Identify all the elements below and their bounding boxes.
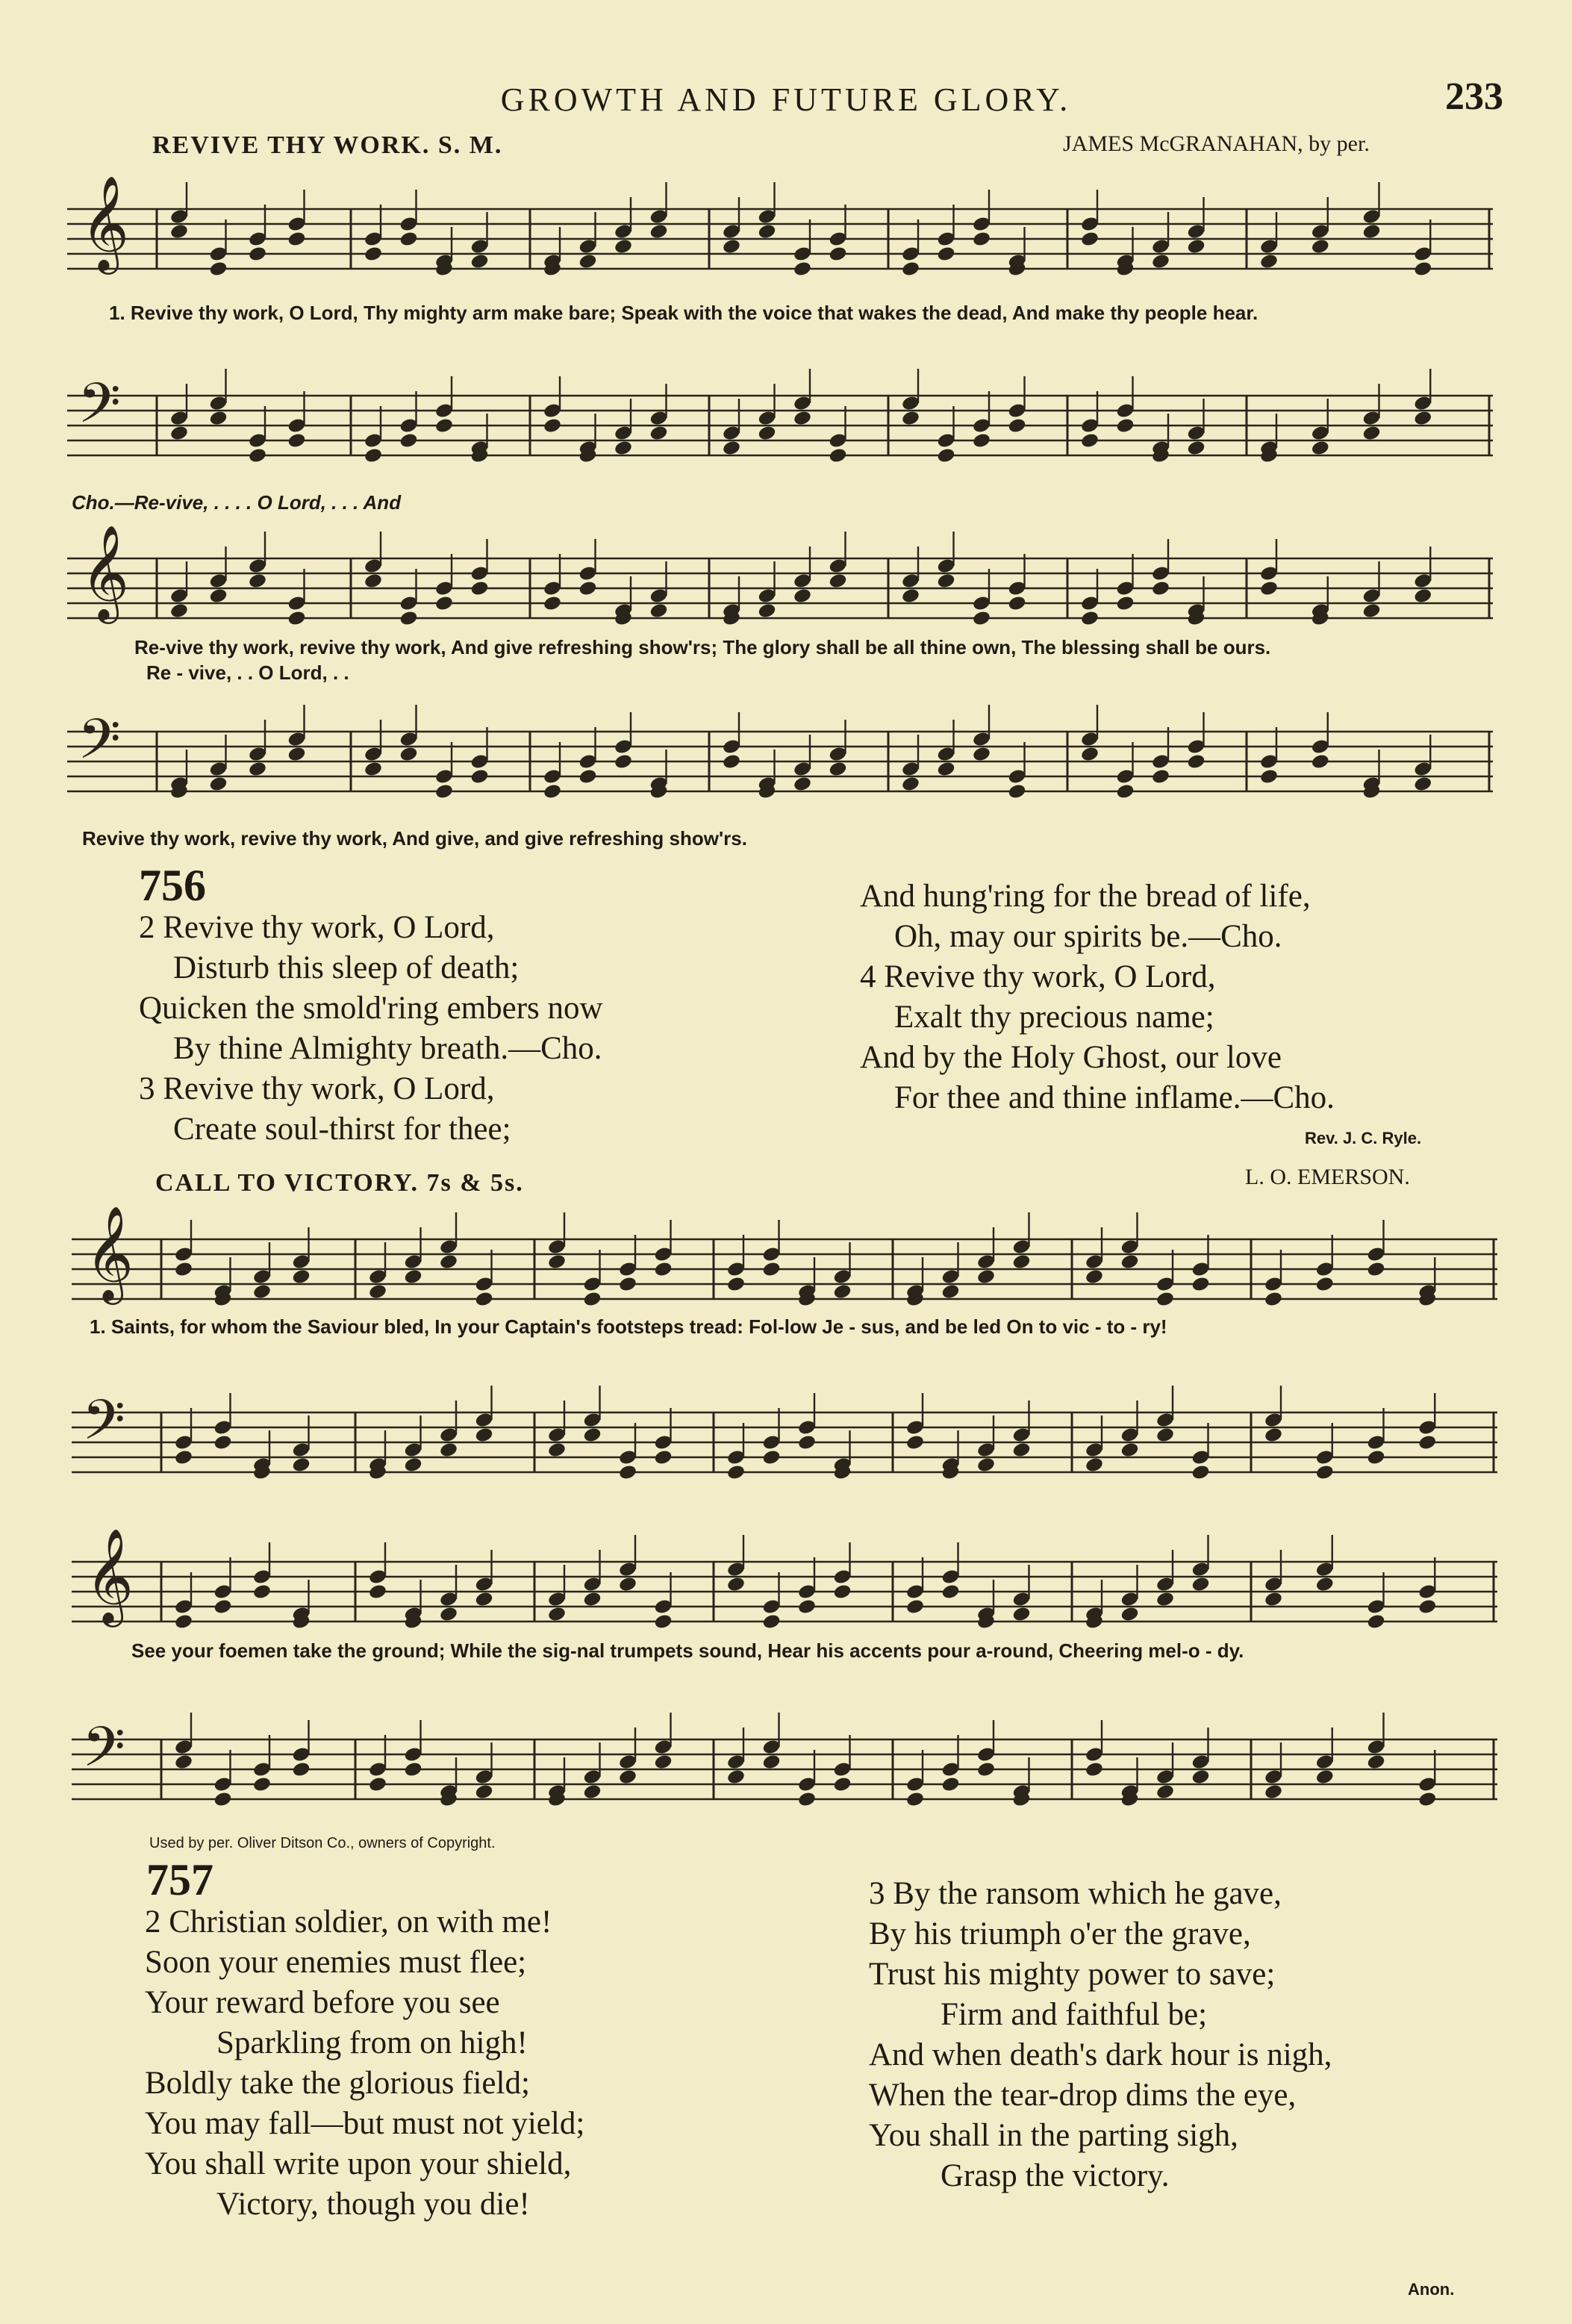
note-head: [1186, 440, 1205, 457]
note-head: [470, 768, 489, 785]
note-head: [1155, 1784, 1175, 1801]
svg-text:𝄢: 𝄢: [82, 1388, 125, 1466]
hymn2-title: CALL TO VICTORY. 7s & 5s.: [155, 1169, 524, 1197]
note-head: [828, 573, 847, 590]
note-head: [474, 1784, 493, 1801]
note-head: [399, 432, 418, 449]
note-head: [653, 1449, 673, 1466]
note-head: [434, 783, 454, 800]
hymn2-treble-staff-1: [72, 1205, 1505, 1314]
note-head: [1080, 432, 1100, 449]
hymn1-verses-left: [139, 908, 603, 1150]
note-head: [208, 410, 228, 427]
verse-line: Soon your enemies must flee;: [145, 1945, 527, 1980]
note-head: [399, 610, 418, 627]
note-head: [248, 761, 267, 778]
note-head: [252, 1776, 272, 1793]
note-head: [1115, 595, 1135, 612]
verse-line: You shall write upon your shield,: [145, 2146, 572, 2181]
note-head: [213, 1791, 232, 1808]
note-head: [474, 1291, 493, 1308]
note-head: [1315, 1769, 1335, 1786]
note-head: [1120, 1606, 1139, 1623]
verse-line: By thine Almighty breath.—Cho.: [173, 1031, 602, 1066]
note-head: [1120, 1442, 1139, 1459]
verse-line: 3 Revive thy work, O Lord,: [139, 1071, 495, 1106]
note-head: [403, 1268, 422, 1286]
hymn2-copyright: Used by per. Oliver Ditson Co., owners of Copyright.: [149, 1835, 496, 1851]
note-head: [976, 1268, 996, 1286]
note-head: [582, 1591, 602, 1608]
verse-line: Oh, may our spirits be.—Cho.: [894, 919, 1282, 954]
page-number: 233: [1445, 75, 1503, 118]
hymn1-chorus-top: Cho.—Re-vive, . . . . O Lord, . . . And: [72, 491, 402, 514]
verse-line: Disturb this sleep of death;: [173, 950, 520, 985]
svg-text:𝄞: 𝄞: [81, 524, 130, 620]
note-head: [1362, 602, 1381, 620]
note-head: [174, 1449, 193, 1466]
note-head: [439, 1442, 458, 1459]
note-head: [1413, 261, 1432, 278]
hymn1-number: 756: [139, 861, 206, 910]
note-head: [403, 1761, 422, 1778]
svg-text:𝄢: 𝄢: [82, 1715, 125, 1793]
note-head: [174, 1261, 193, 1278]
hymn1-chorus-bass-staff: [67, 702, 1500, 806]
note-head: [208, 776, 228, 793]
note-head: [972, 746, 991, 763]
note-head: [248, 573, 267, 590]
note-head: [1264, 1427, 1283, 1444]
note-head: [169, 425, 189, 442]
note-head: [1080, 610, 1100, 627]
hymn2-bass-staff-1: [72, 1383, 1505, 1487]
note-head: [1151, 580, 1170, 597]
hymn1-verse1-lyric: 1. Revive thy work, O Lord, Thy mighty arm make bare; Speak with the voice that wakes the dead, And make thy people hear.: [109, 302, 1258, 324]
note-head: [287, 432, 306, 449]
note-head: [1115, 783, 1135, 800]
note-head: [543, 417, 562, 434]
note-head: [364, 447, 383, 464]
note-head: [901, 261, 920, 278]
note-head: [726, 1769, 746, 1786]
note-head: [169, 223, 189, 240]
hymn2-composer: L. O. EMERSON.: [1245, 1165, 1410, 1189]
note-head: [474, 1591, 493, 1608]
note-head: [1155, 1291, 1175, 1308]
note-head: [972, 610, 991, 627]
hymn1-author: Rev. J. C. Ryle.: [1305, 1129, 1422, 1147]
note-head: [1191, 1576, 1210, 1593]
note-head: [726, 1576, 746, 1593]
note-head: [649, 602, 668, 620]
verse-line: Victory, though you die!: [216, 2187, 530, 2222]
note-head: [649, 223, 668, 240]
note-head: [832, 1283, 852, 1300]
verse-line: Sparkling from on high!: [216, 2025, 528, 2060]
hymn1-composer: JAMES McGRANAHAN, by per.: [1063, 131, 1370, 156]
note-head: [905, 1434, 925, 1451]
note-head: [1120, 1253, 1139, 1271]
note-head: [1264, 1784, 1283, 1801]
hymn2-treble-staff-2: [72, 1527, 1505, 1636]
note-head: [1191, 1464, 1210, 1481]
svg-text:𝄢: 𝄢: [78, 707, 121, 785]
note-head: [901, 410, 920, 427]
note-head: [547, 1442, 567, 1459]
note-head: [1011, 1253, 1031, 1271]
note-head: [582, 1291, 602, 1308]
note-head: [1366, 1261, 1385, 1278]
verse-line: Firm and faithful be;: [941, 1997, 1208, 2032]
hymn2-bass-staff-2: [72, 1710, 1505, 1814]
note-head: [439, 1253, 458, 1271]
note-head: [470, 580, 489, 597]
note-head: [614, 753, 633, 770]
verse-line: Grasp the victory.: [941, 2158, 1170, 2193]
verse-line: You may fall—but must not yield;: [145, 2106, 585, 2141]
hymn1-treble-staff: [67, 175, 1500, 284]
verse-line: You shall in the parting sigh,: [869, 2118, 1238, 2153]
note-head: [1366, 1449, 1385, 1466]
verse-line: Trust his mighty power to save;: [869, 1957, 1276, 1992]
note-head: [439, 1606, 458, 1623]
hymn2-verse1-lyric: 1. Saints, for whom the Saviour bled, In your Captain's footsteps tread: Fol-low Je - sus, and be led On to vic - to - ry!: [90, 1315, 1167, 1338]
note-head: [618, 1276, 637, 1293]
note-head: [1311, 753, 1330, 770]
hymn2-verses-left: [145, 1902, 584, 2225]
verse-line: And hung'ring for the bread of life,: [860, 879, 1311, 914]
hymn2-number: 757: [146, 1855, 213, 1904]
note-head: [797, 1791, 817, 1808]
note-head: [832, 1776, 852, 1793]
note-head: [797, 1434, 817, 1451]
hymn2-author: Anon.: [1408, 2280, 1455, 2299]
note-head: [287, 746, 306, 763]
note-head: [1011, 1606, 1031, 1623]
note-head: [793, 588, 812, 605]
note-head: [1186, 238, 1205, 255]
note-head: [726, 1276, 746, 1293]
hymn1-chorus-lyric: Re-vive thy work, revive thy work, And give refreshing show'rs; The glory shall be all thine own, The blessing shall be ours.: [134, 636, 1271, 658]
note-head: [653, 1261, 673, 1278]
note-head: [761, 1261, 781, 1278]
note-head: [582, 1427, 602, 1444]
verse-line: 2 Christian soldier, on with me!: [145, 1904, 552, 1940]
note-head: [972, 432, 991, 449]
note-head: [291, 1761, 311, 1778]
note-head: [399, 231, 418, 248]
note-head: [1413, 588, 1432, 605]
note-head: [1186, 753, 1205, 770]
note-head: [757, 223, 776, 240]
note-head: [291, 1457, 311, 1474]
note-head: [722, 753, 741, 770]
note-head: [757, 425, 776, 442]
note-head: [972, 231, 991, 248]
note-head: [1417, 1434, 1437, 1451]
note-head: [252, 1283, 272, 1300]
note-head: [1315, 1576, 1335, 1593]
note-head: [368, 1583, 387, 1601]
note-head: [403, 1457, 422, 1474]
note-head: [761, 1449, 781, 1466]
note-head: [618, 1464, 637, 1481]
note-head: [1191, 1276, 1210, 1293]
note-head: [976, 1457, 996, 1474]
note-head: [761, 1754, 781, 1771]
hymn2-verses-right: [869, 1874, 1332, 2196]
note-head: [1080, 231, 1100, 248]
verse-line: When the tear-drop dims the eye,: [869, 2078, 1297, 2113]
note-head: [1259, 580, 1279, 597]
note-head: [434, 595, 454, 612]
note-head: [1011, 1442, 1031, 1459]
note-head: [936, 761, 955, 778]
verse-line: And by the Holy Ghost, our love: [860, 1040, 1282, 1075]
note-head: [547, 1253, 567, 1271]
note-head: [1259, 253, 1279, 270]
note-head: [793, 776, 812, 793]
note-head: [543, 595, 562, 612]
note-head: [793, 261, 812, 278]
verse-line: Your reward before you see: [145, 1985, 500, 2020]
note-head: [364, 573, 383, 590]
note-head: [287, 231, 306, 248]
note-head: [368, 1776, 387, 1793]
note-head: [1311, 440, 1330, 457]
note-head: [368, 1283, 387, 1300]
note-head: [828, 447, 847, 464]
note-head: [543, 783, 562, 800]
svg-text:𝄞: 𝄞: [85, 1527, 134, 1623]
note-head: [1007, 595, 1026, 612]
note-head: [797, 1598, 817, 1616]
note-head: [1259, 768, 1279, 785]
note-head: [582, 1784, 602, 1801]
note-head: [287, 610, 306, 627]
note-head: [649, 425, 668, 442]
note-head: [1362, 425, 1381, 442]
note-head: [832, 1583, 852, 1601]
note-head: [1264, 1591, 1283, 1608]
note-head: [828, 246, 847, 263]
hymn1-chorus-bass-lyric: Revive thy work, revive thy work, And give, and give refreshing show'rs.: [82, 827, 747, 850]
note-head: [364, 761, 383, 778]
note-head: [936, 573, 955, 590]
hymn1-chorus-treble-staff: [67, 524, 1500, 633]
note-head: [1362, 223, 1381, 240]
note-head: [470, 253, 489, 270]
note-head: [248, 447, 267, 464]
note-head: [976, 1761, 996, 1778]
note-head: [1315, 1464, 1335, 1481]
note-head: [1151, 768, 1170, 785]
note-head: [941, 1776, 960, 1793]
note-head: [547, 1606, 567, 1623]
verse-line: Quicken the smold'ring embers now: [139, 991, 603, 1026]
note-head: [1007, 417, 1026, 434]
note-head: [399, 746, 418, 763]
note-head: [174, 1613, 193, 1630]
note-head: [291, 1268, 311, 1286]
note-head: [1366, 1613, 1385, 1630]
note-head: [941, 1583, 960, 1601]
note-head: [905, 1791, 925, 1808]
note-head: [618, 1769, 637, 1786]
note-head: [618, 1576, 637, 1593]
note-head: [213, 1434, 232, 1451]
note-head: [761, 1613, 781, 1630]
note-head: [726, 1464, 746, 1481]
note-head: [1417, 1791, 1437, 1808]
note-head: [578, 253, 597, 270]
note-head: [1155, 1427, 1175, 1444]
note-head: [793, 410, 812, 427]
note-head: [1413, 776, 1432, 793]
note-head: [653, 1754, 673, 1771]
note-head: [248, 246, 267, 263]
note-head: [722, 440, 741, 457]
note-head: [653, 1613, 673, 1630]
hymn1-title: REVIVE THY WORK. S. M.: [152, 131, 503, 159]
note-head: [901, 588, 920, 605]
svg-text:𝄞: 𝄞: [81, 175, 130, 270]
note-head: [1007, 783, 1026, 800]
note-head: [1366, 1754, 1385, 1771]
note-head: [614, 238, 633, 255]
verse-line: 3 By the ransom which he gave,: [869, 1876, 1282, 1911]
note-head: [434, 417, 454, 434]
note-head: [474, 1427, 493, 1444]
note-head: [1085, 1268, 1104, 1286]
note-head: [936, 447, 955, 464]
hymn1-chorus-bass-top: Re - vive, . . O Lord, . .: [146, 661, 349, 684]
svg-text:𝄞: 𝄞: [85, 1205, 134, 1300]
note-head: [941, 1283, 960, 1300]
verse-line: Create soul-thirst for thee;: [173, 1112, 511, 1147]
verse-line: 4 Revive thy work, O Lord,: [860, 959, 1216, 994]
running-title: GROWTH AND FUTURE GLORY.: [500, 81, 1072, 118]
note-head: [722, 238, 741, 255]
note-head: [1413, 410, 1432, 427]
verse-line: 2 Revive thy work, O Lord,: [139, 910, 495, 945]
hymn1-verses-right: [860, 876, 1335, 1118]
note-head: [1085, 1761, 1104, 1778]
verse-line: And when death's dark hour is nigh,: [869, 2037, 1332, 2072]
note-head: [1115, 417, 1135, 434]
note-head: [1264, 1291, 1283, 1308]
note-head: [1417, 1598, 1437, 1616]
hymn2-verse1-lyric-2: See your foemen take the ground; While the sig-nal trumpets sound, Hear his accents pour a-round, Cheering mel-o - dy.: [131, 1639, 1244, 1662]
svg-text:𝄢: 𝄢: [78, 371, 121, 449]
note-head: [1311, 238, 1330, 255]
note-head: [936, 246, 955, 263]
note-head: [614, 440, 633, 457]
verse-line: For thee and thine inflame.—Cho.: [894, 1080, 1335, 1115]
note-head: [208, 261, 228, 278]
note-head: [169, 602, 189, 620]
note-head: [578, 580, 597, 597]
note-head: [174, 1754, 193, 1771]
verse-line: Boldly take the glorious field;: [145, 2066, 530, 2101]
note-head: [1085, 1457, 1104, 1474]
hymn1-bass-staff: [67, 366, 1500, 470]
note-head: [578, 768, 597, 785]
note-head: [208, 588, 228, 605]
note-head: [252, 1583, 272, 1601]
note-head: [901, 776, 920, 793]
note-head: [364, 246, 383, 263]
note-head: [213, 1598, 232, 1616]
verse-line: By his triumph o'er the grave,: [869, 1916, 1251, 1951]
note-head: [905, 1598, 925, 1616]
note-head: [1191, 1769, 1210, 1786]
note-head: [1315, 1276, 1335, 1293]
note-head: [1151, 253, 1170, 270]
verse-line: Exalt thy precious name;: [894, 1000, 1214, 1035]
note-head: [1080, 746, 1100, 763]
note-head: [828, 761, 847, 778]
note-head: [1155, 1591, 1175, 1608]
note-head: [757, 602, 776, 620]
